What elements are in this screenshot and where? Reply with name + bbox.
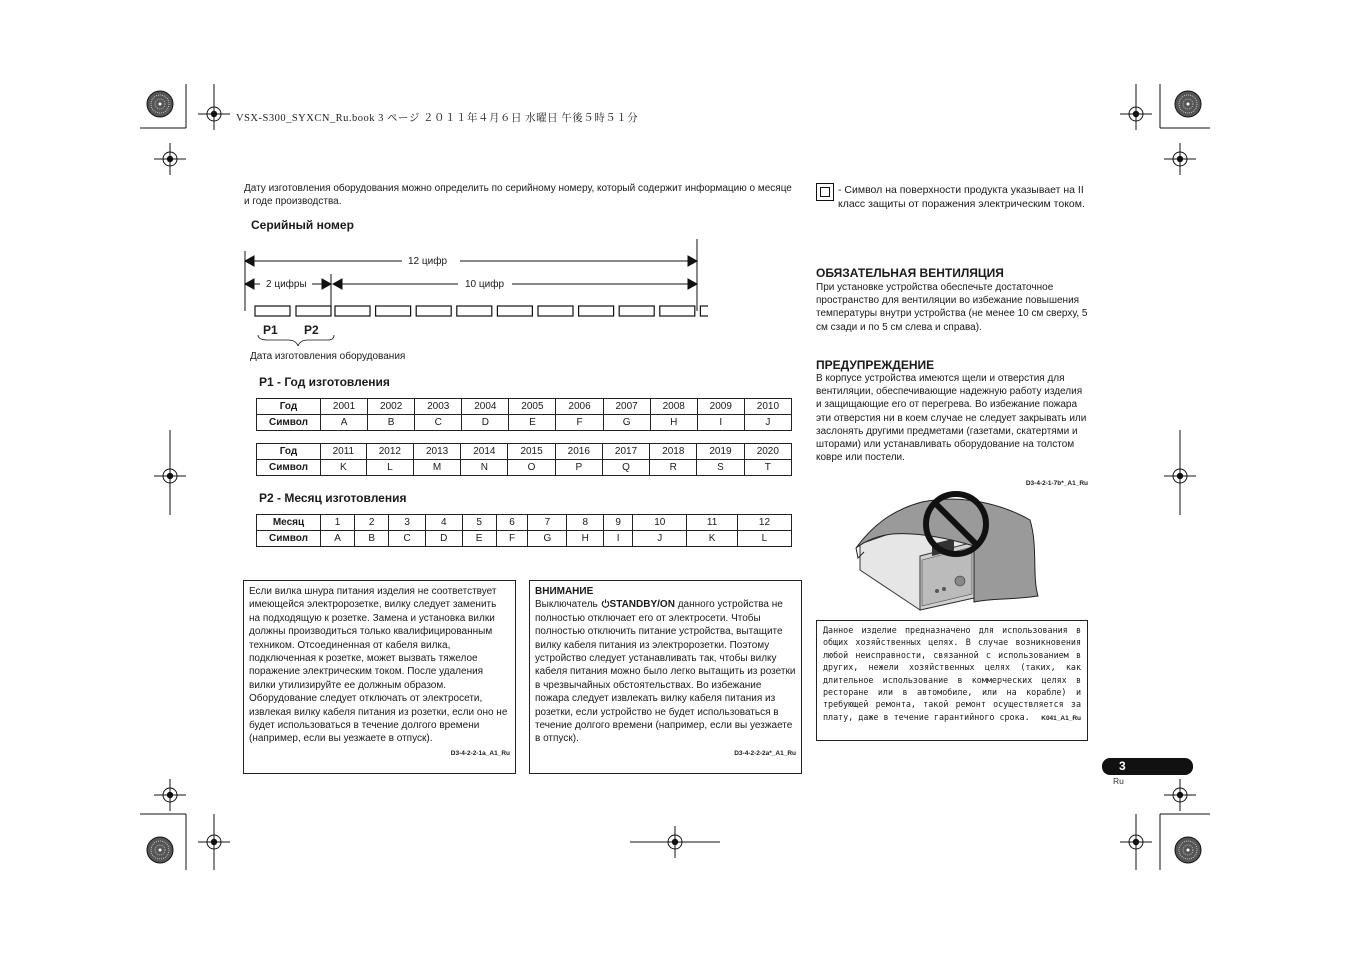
caution-pre: Выключатель — [535, 599, 598, 611]
table-row — [257, 460, 792, 476]
table-cell: 2017 — [602, 444, 649, 460]
table-cell: 2002 — [368, 399, 415, 415]
table-cell: E — [462, 531, 496, 547]
table-cell: M — [413, 460, 460, 476]
table-cell: B — [368, 415, 415, 431]
table-cell: C — [415, 415, 462, 431]
serial-digit-box — [579, 306, 614, 316]
table-cell: 8 — [567, 515, 604, 531]
table-cell: 2013 — [413, 444, 460, 460]
label-p2: P2 — [304, 323, 319, 337]
table-cell: 2010 — [744, 399, 791, 415]
p2-heading: P2 - Месяц изготовления — [259, 491, 407, 505]
table-cell: P — [555, 460, 602, 476]
table-cell: R — [650, 460, 697, 476]
table-cell: L — [366, 460, 413, 476]
power-icon — [601, 599, 610, 608]
table-cell: 2020 — [744, 444, 791, 460]
caution-post: данного устройства не полностью отключает его от электросети. Чтобы полностью отключить питание устройства, вытащите вилку кабеля питания из электророзетки. Поэтому устройство следует устанавливать так, чтобы вилку кабеля питания можно было легко вытащить из розетки в чрезвычайных обстоятельствах. Во избежание пожара следует извлекать вилку кабеля питания из розетки, если устройство не будет использоваться в течение долгого времени (например, если вы уезжаете в отпуск). — [535, 599, 796, 745]
table-cell: 6 — [496, 515, 528, 531]
plug-notice-box — [243, 580, 516, 774]
table-cell: K — [687, 531, 738, 547]
table-cell: G — [603, 415, 650, 431]
household-use-code: K041_A1_Ru — [1041, 714, 1081, 722]
table-cell: F — [496, 531, 528, 547]
table-cell: 2012 — [366, 444, 413, 460]
class-ii-icon — [816, 183, 834, 201]
table-cell: D — [462, 415, 509, 431]
table-cell: A — [321, 415, 368, 431]
book-header-line: VSX-S300_SYXCN_Ru.book 3 ページ ２０１１年４月６日 水曜日 午後５時５１分 — [236, 113, 639, 124]
serial-digit-box — [296, 306, 331, 316]
table-cell: L — [737, 531, 791, 547]
row-label: Символ — [257, 531, 321, 547]
plug-notice-text: Если вилка шнура питания изделия не соответствует имеющейся электророзетке, вилку следует заменить на подходящую к розетке. Замена и установка вилки должны производиться только квалифицированным техником. Отсоединенная от кабеля вилка, подключенная к розетке, может вызвать тяжелое поражение электрическим током. После удаления вилки утилизируйте ее должным образом. Оборудование следует отключать от электросети, извлекая вилку кабеля питания из розетки, если оно не будет использоваться в течение долгого времени (например, если вы уезжаете в отпуск). — [249, 586, 508, 745]
table-cell: B — [355, 531, 389, 547]
table-cell: H — [650, 415, 697, 431]
table-cell: 2005 — [509, 399, 556, 415]
table-cell: 2 — [355, 515, 389, 531]
covered-device-illustration — [852, 486, 1052, 616]
household-use-box — [816, 620, 1088, 741]
table-cell: 4 — [425, 515, 462, 531]
table-cell: K — [321, 460, 367, 476]
ventilation-heading: ОБЯЗАТЕЛЬНАЯ ВЕНТИЛЯЦИЯ — [816, 266, 1004, 280]
month-table — [256, 514, 792, 547]
table-cell: 2003 — [415, 399, 462, 415]
table-cell: J — [633, 531, 687, 547]
page-language: Ru — [1113, 776, 1124, 786]
table-row — [257, 515, 792, 531]
table-row — [257, 444, 792, 460]
serial-digit-box — [700, 306, 708, 316]
table-row — [257, 415, 792, 431]
label-12-digits: 12 цифр — [408, 256, 448, 267]
row-label: Год — [257, 444, 321, 460]
caution-box — [529, 580, 802, 774]
table-cell: 2018 — [650, 444, 697, 460]
year-table-2 — [256, 443, 792, 476]
table-cell: 2008 — [650, 399, 697, 415]
table-cell: 2016 — [555, 444, 602, 460]
serial-digit-box — [497, 306, 532, 316]
table-cell: F — [556, 415, 603, 431]
serial-digit-box — [376, 306, 411, 316]
caution-title: ВНИМАНИЕ — [535, 586, 594, 597]
table-cell: O — [508, 460, 555, 476]
table-cell: D — [425, 531, 462, 547]
serial-digit-box — [335, 306, 370, 316]
table-cell: 2001 — [321, 399, 368, 415]
table-cell: 2015 — [508, 444, 555, 460]
table-cell: S — [697, 460, 744, 476]
table-cell: 2014 — [461, 444, 508, 460]
warning-text: В корпусе устройства имеются щели и отверстия для вентиляции, обеспечивающие надежную работу изделия и защищающие его от перегрева. Во избежание пожара эти отверстия ни в коем случае не следует закрывать или заслонять другими предметами (газетами, скатертями и шторами) или устанавливать оборудование на толстом ковре или постели. — [816, 373, 1087, 464]
year-table-1 — [256, 398, 792, 431]
table-cell: J — [744, 415, 791, 431]
warning-code: D3-4-2-1-7b*_A1_Ru — [1025, 480, 1088, 487]
table-cell: 2019 — [697, 444, 744, 460]
table-cell: T — [744, 460, 791, 476]
table-cell: 2011 — [321, 444, 367, 460]
table-cell: Q — [602, 460, 649, 476]
date-caption: Дата изготовления оборудования — [250, 351, 406, 362]
table-row — [257, 531, 792, 547]
page-number-badge: 3 — [1102, 758, 1193, 775]
table-cell: 2004 — [462, 399, 509, 415]
table-cell: 9 — [604, 515, 633, 531]
table-cell: I — [604, 531, 633, 547]
table-cell: 2007 — [603, 399, 650, 415]
label-10-digits: 10 цифр — [465, 279, 505, 290]
label-p1: P1 — [263, 323, 278, 337]
row-label: Месяц — [257, 515, 321, 531]
table-cell: I — [697, 415, 744, 431]
table-cell: G — [528, 531, 567, 547]
ventilation-text: При установке устройства обеспечьте достаточное пространство для вентиляции во избежание повышения температуры внутри устройства (не менее 10 см сверху, 5 см сзади и по 5 см слева и справа). — [816, 282, 1088, 333]
warning-heading: ПРЕДУПРЕЖДЕНИЕ — [816, 358, 935, 372]
table-cell: H — [567, 531, 604, 547]
serial-digit-box — [416, 306, 451, 316]
table-cell: 2009 — [697, 399, 744, 415]
p1-heading: P1 - Год изготовления — [259, 375, 390, 389]
serial-digit-box — [619, 306, 654, 316]
serial-digit-box — [660, 306, 695, 316]
serial-heading: Серийный номер — [251, 218, 354, 232]
row-label: Символ — [257, 415, 321, 431]
standby-button-label: STANDBY/ON — [609, 599, 675, 611]
table-row — [257, 399, 792, 415]
household-use-text: Данное изделие предназначено для использования в общих хозяйственных целях. В случае возникновения любой неисправности, связанной с использованием в других, нежели хозяйственных целях (таких, как длительное использование в коммерческих целях в ресторане или в автомобиле, или на корабле) и требующей ремонта, такой ремонт осуществляется за плату, даже в течение гарантийного срока. — [823, 625, 1081, 722]
table-cell: 2006 — [556, 399, 603, 415]
row-label: Год — [257, 399, 321, 415]
serial-digit-box — [457, 306, 492, 316]
table-cell: 12 — [737, 515, 791, 531]
table-cell: N — [461, 460, 508, 476]
table-cell: C — [389, 531, 426, 547]
table-cell: 3 — [389, 515, 426, 531]
caution-text — [535, 598, 796, 745]
class-ii-text: - Символ на поверхности продукта указывает на II класс защиты от поражения электрическим током. — [838, 184, 1085, 210]
intro-text: Дату изготовления оборудования можно определить по серийному номеру, который содержит информацию о месяце и годе производства. — [244, 183, 792, 208]
row-label: Символ — [257, 460, 321, 476]
label-2-digits: 2 цифры — [266, 279, 307, 290]
table-cell: 5 — [462, 515, 496, 531]
table-cell: 7 — [528, 515, 567, 531]
table-cell: A — [321, 531, 355, 547]
caution-code: D3-4-2-2-2a*_A1_Ru — [734, 749, 796, 757]
serial-digit-box — [538, 306, 573, 316]
table-cell: 10 — [633, 515, 687, 531]
table-cell: E — [509, 415, 556, 431]
plug-notice-code: D3-4-2-2-1a_A1_Ru — [450, 749, 510, 757]
serial-digit-box — [255, 306, 290, 316]
table-cell: 11 — [687, 515, 738, 531]
table-cell: 1 — [321, 515, 355, 531]
